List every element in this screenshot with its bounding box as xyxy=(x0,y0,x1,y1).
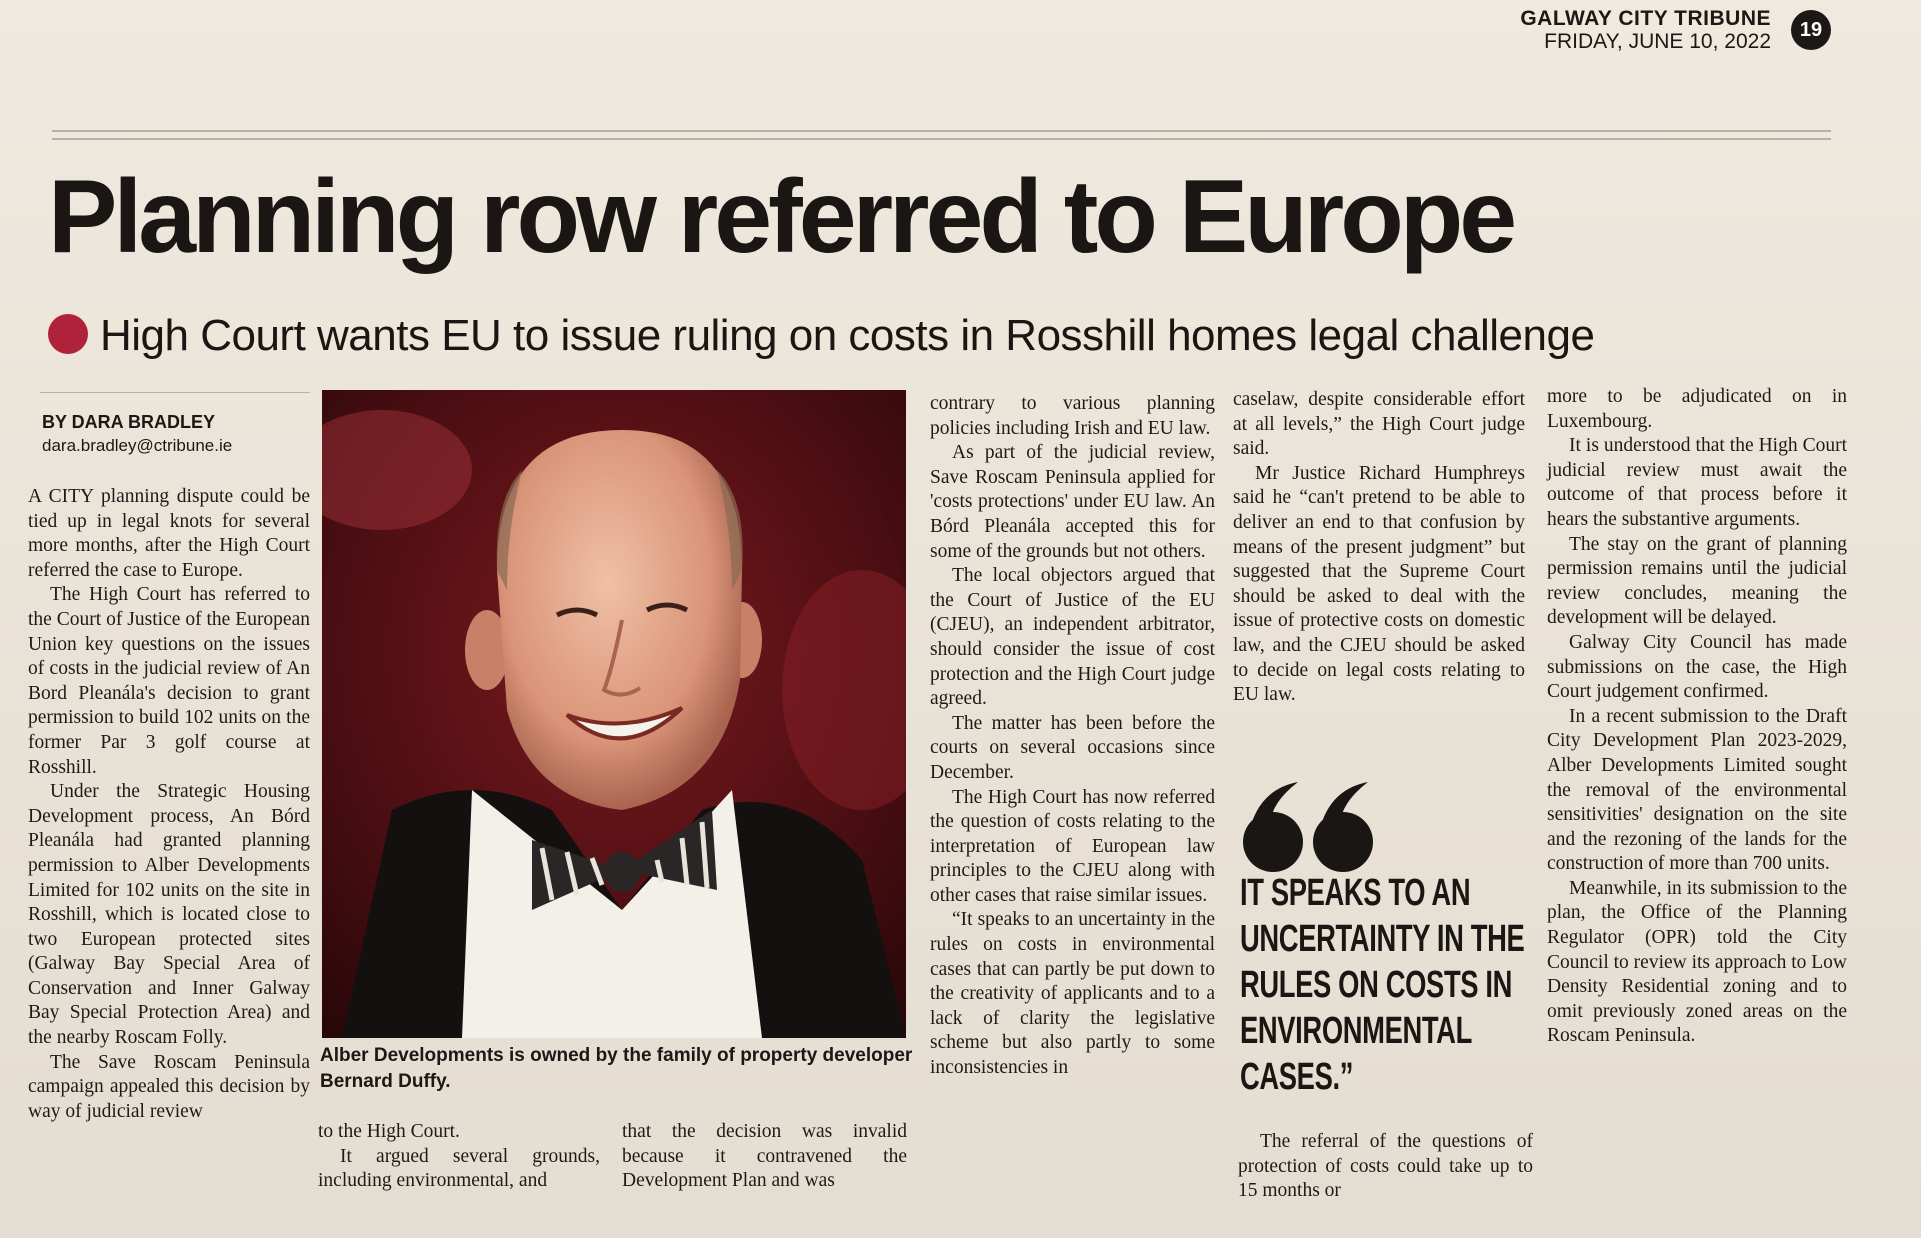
byline xyxy=(42,410,322,458)
paragraph: The Save Roscam Peninsula campaign appealed this decision by way of judicial review xyxy=(28,1051,310,1122)
paragraph: contrary to various planning policies including Irish and EU law. xyxy=(930,393,1215,439)
article-column-4 xyxy=(930,392,1215,1081)
paragraph: Meanwhile, in its submission to the plan, the Office of the Planning Regulator (OPR) told the City Council to review its approach to Low Density Residential zoning and to omit previously zoned areas on the Roscam Peninsula. xyxy=(1547,877,1848,1047)
paragraph: As part of the judicial review, Save Roscam Peninsula applied for 'costs protections' under EU law. An Bórd Pleanála accepted this for some of the grounds but not others. xyxy=(930,442,1215,562)
pull-quote: IT SPEAKS TO AN UNCERTAINTY IN THE RULES ON COSTS IN ENVIRONMENTAL CASES.” xyxy=(1240,872,1525,1098)
paragraph: more to be adjudicated on in Luxembourg. xyxy=(1547,386,1847,432)
paragraph: The High Court has now referred the question of costs relating to the interpretation of European law principles to the CJEU along with other cases that raise similar issues. xyxy=(930,786,1215,906)
byline-author: BY DARA BRADLEY xyxy=(42,412,216,432)
quote-mark-icon xyxy=(1238,780,1378,880)
paragraph: Galway City Council has made submissions on the case, the High Court judgement confirmed. xyxy=(1547,631,1847,703)
standfirst xyxy=(48,308,1848,364)
paragraph: to the High Court. xyxy=(318,1121,460,1142)
paragraph: It argued several grounds, including environmental, and xyxy=(318,1145,600,1192)
photo-caption: Alber Developments is owned by the family of property developer Bernard Duffy. xyxy=(320,1045,913,1092)
article-column-3 xyxy=(622,1120,907,1194)
article-column-6 xyxy=(1547,385,1847,1049)
paragraph: that the decision was invalid because it contravened the Development Plan and was xyxy=(622,1121,907,1192)
byline-rule xyxy=(40,392,310,393)
headline: Planning row referred to Europe xyxy=(48,159,1514,275)
paragraph: It is understood that the High Court judicial review must await the outcome of that process before it hears the substantive arguments. xyxy=(1547,435,1847,530)
standfirst-text: High Court wants EU to issue ruling on costs in Rosshill homes legal challenge xyxy=(100,311,1595,360)
paragraph: A CITY planning dispute could be tied up in legal knots for several more months, after the High Court referred the case to Europe. xyxy=(28,486,310,581)
paragraph: The referral of the questions of protection of costs could take up to 15 months or xyxy=(1238,1131,1533,1202)
paragraph: The local objectors argued that the Court of Justice of the EU (CJEU), an independent arbitrator, should consider the issue of cost protection and the High Court judge agreed. xyxy=(930,565,1215,710)
standfirst-bullet xyxy=(48,314,88,354)
byline-email: dara.bradley@ctribune.ie xyxy=(42,436,233,455)
paper-name: GALWAY CITY TRIBUNE xyxy=(1520,7,1771,30)
paragraph: The High Court has referred to the Court of Justice of the European Union key questions on the issues of costs in the judicial review of An Bord Pleanála's decision to grant permission to build 102 units on the former Par 3 golf course at Rosshill. xyxy=(28,584,310,778)
paragraph: Mr Justice Richard Humphreys said he “can't pretend to be able to deliver an end to that confusion by means of the present judgment” but suggested that the Supreme Court should be asked to deal with the issue of protective costs on domestic law, and the CJEU should be asked to decide on legal costs relating to EU law. xyxy=(1233,462,1525,706)
page-number-badge: 19 xyxy=(1791,10,1831,50)
paragraph: Under the Strategic Housing Development process, An Bórd Pleanála had granted planning permission to Alber Developments Limited for 102 units on the site in Rosshill, which is located close to two European protected sites (Galway Bay Special Area of Conservation and Inner Galway Bay Special Protection Area) and the nearby Roscam Folly. xyxy=(28,781,310,1049)
article-column-5 xyxy=(1233,388,1525,708)
paragraph: The matter has been before the courts on several occasions since December. xyxy=(930,712,1215,783)
paragraph: In a recent submission to the Draft City Development Plan 2023-2029, Alber Developments Limited sought the removal of the environmental sensitivities' designation on the site and the rezoning of the lands for the construction of more than 700 units. xyxy=(1547,705,1847,875)
masthead xyxy=(1520,8,1771,54)
paragraph: The stay on the grant of planning permission remains until the judicial review concludes, meaning the development will be delayed. xyxy=(1547,533,1847,629)
header-rules xyxy=(52,130,1831,146)
paragraph: caselaw, despite considerable effort at all levels,” the High Court judge said. xyxy=(1233,389,1525,460)
article-photo xyxy=(322,390,906,1038)
article-column-1 xyxy=(28,485,310,1124)
paragraph: “It speaks to an uncertainty in the rules on costs in environmental cases that can partly be put down to the creativity of applicants and to a lack of clarity the legislative scheme but also partly to some inconsistencies in xyxy=(930,909,1215,1079)
issue-date: FRIDAY, JUNE 10, 2022 xyxy=(1544,30,1771,53)
article-column-2 xyxy=(318,1120,600,1194)
article-column-5-bottom xyxy=(1238,1130,1533,1204)
portrait-image xyxy=(322,390,906,1038)
